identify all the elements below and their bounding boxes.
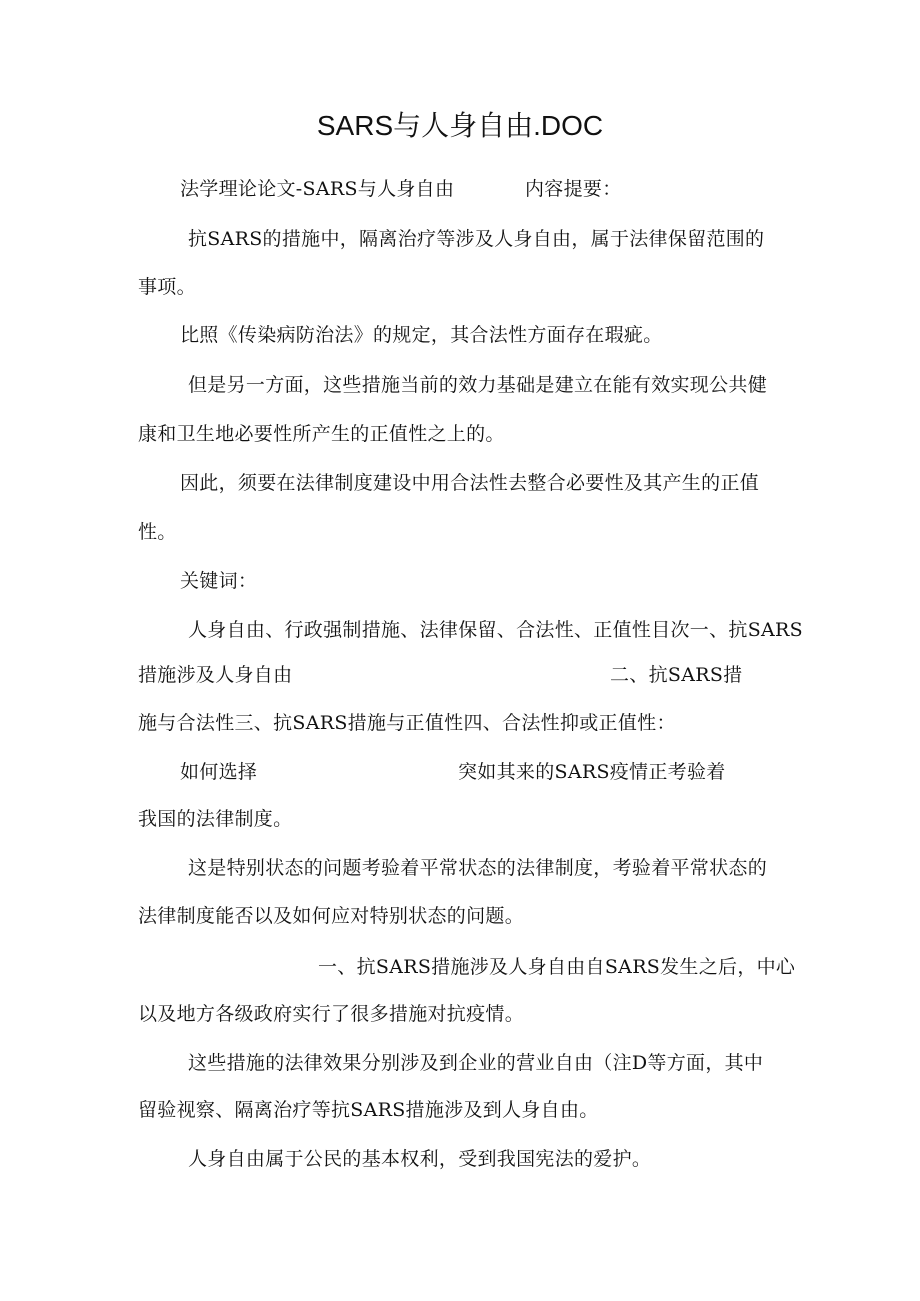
text-line-20: 留验视察、隔离治疗等抗SARS措施涉及到人身自由。	[138, 1099, 599, 1121]
text-line-15: 这是特别状态的问题考验着平常状态的法律制度，考验着平常状态的	[188, 857, 768, 879]
text-line-2: 抗SARS的措施中，隔离治疗等涉及人身自由，属于法律保留范围的	[188, 228, 765, 250]
text-line-3: 事项。	[138, 276, 196, 298]
text-line-13b: 突如其来的SARS疫情正考验着	[458, 761, 726, 783]
document-title: SARS与人身自由.DOC	[316, 110, 604, 141]
text-line-19: 这些措施的法律效果分别涉及到企业的营业自由（注D等方面，其中	[188, 1052, 764, 1074]
text-line-5: 但是另一方面，这些措施当前的效力基础是建立在能有效实现公共健	[188, 374, 768, 396]
text-line-17: 一、抗SARS措施涉及人身自由自SARS发生之后，中心	[318, 956, 796, 978]
text-line-6: 康和卫生地必要性所产生的正值性之上的。	[138, 423, 505, 445]
text-line-7: 因此，须要在法律制度建设中用合法性去整合必要性及其产生的正值	[180, 472, 760, 494]
text-line-14: 我国的法律制度。	[138, 808, 293, 830]
text-line-11a: 措施涉及人身自由	[138, 664, 293, 686]
text-line-21: 人身自由属于公民的基本权利，受到我国宪法的爱护。	[188, 1148, 652, 1170]
keywords-label: 关键词：	[180, 570, 258, 592]
text-line-1b: 内容提要：	[525, 178, 622, 200]
text-line-4: 比照《传染病防治法》的规定，其合法性方面存在瑕疵。	[180, 324, 663, 346]
text-line-12: 施与合法性三、抗SARS措施与正值性四、合法性抑或正值性：	[138, 712, 676, 734]
text-line-11b: 二、抗SARS措	[610, 664, 743, 686]
text-line-8: 性。	[138, 521, 177, 543]
text-line-18: 以及地方各级政府实行了很多措施对抗疫情。	[138, 1003, 525, 1025]
text-line-10: 人身自由、行政强制措施、法律保留、合法性、正值性目次一、抗SARS	[188, 619, 803, 641]
text-line-13a: 如何选择	[180, 761, 258, 783]
text-line-16: 法律制度能否以及如何应对特别状态的问题。	[138, 905, 525, 927]
text-line-1a: 法学理论论文-SARS与人身自由	[180, 178, 455, 200]
